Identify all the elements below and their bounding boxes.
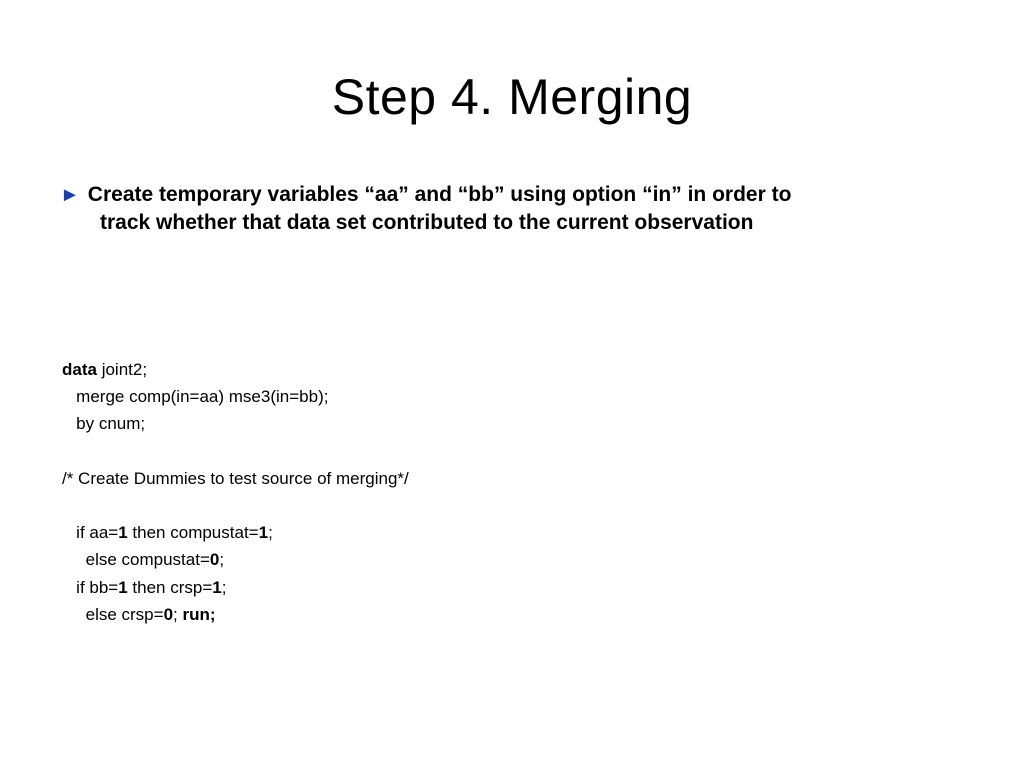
code-line-2: merge comp(in=aa) mse3(in=bb); <box>62 387 329 407</box>
code-line-blank <box>62 492 409 519</box>
bullet-point <box>60 181 960 237</box>
code-keyword-run: run; <box>182 604 216 624</box>
code-text: then crsp= <box>127 577 213 597</box>
code-text: if aa= <box>62 523 119 543</box>
code-number: 0 <box>209 550 220 570</box>
triangle-bullet-icon: ► <box>60 184 80 206</box>
code-number: 1 <box>258 523 269 543</box>
code-text: then compustat= <box>127 523 259 543</box>
bullet-text-line-1: Create temporary variables “aa” and “bb” using option “in” in order to <box>87 183 792 206</box>
code-line-9 <box>62 574 409 601</box>
code-number: 1 <box>118 577 128 597</box>
code-line-1 <box>62 356 409 383</box>
bullet-text-line-2: track whether that data set contributed to the current observation <box>100 211 754 234</box>
code-number: 0 <box>163 604 174 624</box>
code-line-blank <box>62 438 409 465</box>
code-text: joint2; <box>96 360 148 379</box>
code-text: ; <box>268 523 273 543</box>
code-number: 1 <box>118 523 128 543</box>
code-line-8 <box>62 546 409 573</box>
code-number: 1 <box>212 577 222 597</box>
code-line-3: by cnum; <box>62 414 146 434</box>
code-text: else compustat= <box>62 550 210 570</box>
slide-title: Step 4. Merging <box>331 69 693 125</box>
code-text: else crsp= <box>62 604 164 624</box>
code-comment-line: /* Create Dummies to test source of merging*/ <box>62 468 409 488</box>
code-block <box>62 356 409 628</box>
code-keyword-data: data <box>62 360 97 379</box>
code-text: ; <box>221 577 227 597</box>
code-text: ; <box>219 550 225 570</box>
code-line-7 <box>62 519 409 546</box>
code-line-10 <box>62 601 409 628</box>
code-text: ; <box>173 604 183 624</box>
code-text: if bb= <box>62 577 119 597</box>
